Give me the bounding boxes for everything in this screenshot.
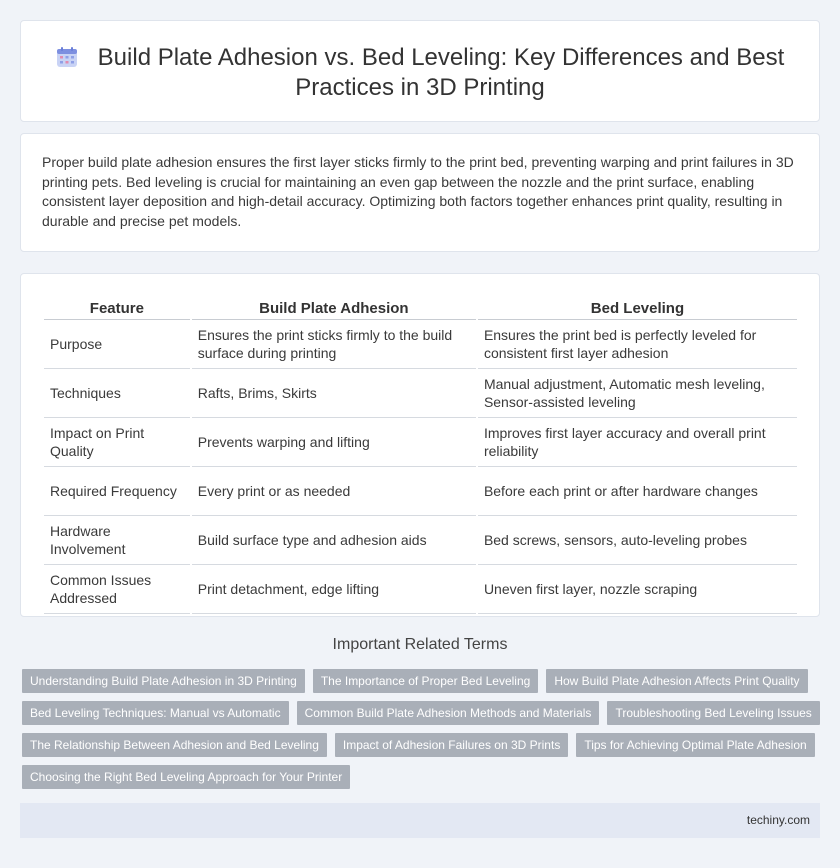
column-header-feature: Feature [44, 295, 190, 320]
related-term-link[interactable]: Bed Leveling Techniques: Manual vs Automatic [22, 701, 289, 725]
leveling-cell: Ensures the print bed is perfectly leveled for consistent first layer adhesion [478, 320, 797, 369]
related-term-link[interactable]: Impact of Adhesion Failures on 3D Prints [335, 733, 568, 757]
related-term-link[interactable]: Understanding Build Plate Adhesion in 3D Printing [22, 669, 305, 693]
table-row [44, 565, 797, 614]
leveling-cell: Improves first layer accuracy and overall print reliability [478, 418, 797, 467]
leveling-cell: Manual adjustment, Automatic mesh leveling, Sensor-assisted leveling [478, 369, 797, 418]
leveling-cell: Uneven first layer, nozzle scraping [478, 565, 797, 614]
adhesion-cell: Prevents warping and lifting [192, 418, 476, 467]
related-term-link[interactable]: Choosing the Right Bed Leveling Approach for Your Printer [22, 765, 350, 789]
feature-cell: Required Frequency [44, 467, 190, 516]
related-terms-heading: Important Related Terms [332, 636, 508, 653]
comparison-table [42, 295, 799, 614]
intro-paragraph: Proper build plate adhesion ensures the first layer sticks firmly to the print bed, preventing warping and print failures in 3D printing pets. Bed leveling is crucial for maintaining an even gap between the nozzle and the print surface, enabling consistent layer deposition and high-detail accuracy. Optimizing both factors together enhances print quality, resulting in durable and precise pet models. [42, 154, 794, 229]
related-term-link[interactable]: The Relationship Between Adhesion and Bed Leveling [22, 733, 327, 757]
table-row [44, 516, 797, 565]
related-terms-list [22, 669, 822, 797]
feature-cell: Impact on Print Quality [44, 418, 190, 467]
table-row [44, 320, 797, 369]
comparison-table-card [20, 273, 820, 617]
table-row [44, 418, 797, 467]
adhesion-cell: Build surface type and adhesion aids [192, 516, 476, 565]
related-term-link[interactable]: Tips for Achieving Optimal Plate Adhesion [576, 733, 814, 757]
related-term-link[interactable]: Common Build Plate Adhesion Methods and Materials [297, 701, 600, 725]
feature-cell: Hardware Involvement [44, 516, 190, 565]
footer-bar [20, 803, 820, 838]
page-title-row [21, 43, 819, 103]
column-header-build-plate-adhesion: Build Plate Adhesion [192, 295, 476, 320]
related-term-link[interactable]: How Build Plate Adhesion Affects Print Quality [546, 669, 807, 693]
adhesion-cell: Print detachment, edge lifting [192, 565, 476, 614]
feature-cell: Purpose [44, 320, 190, 369]
adhesion-cell: Rafts, Brims, Skirts [192, 369, 476, 418]
feature-cell: Common Issues Addressed [44, 565, 190, 614]
calendar-icon [56, 46, 78, 68]
table-row [44, 369, 797, 418]
page-title: Build Plate Adhesion vs. Bed Leveling: Key Differences and Best Practices in 3D Printing [97, 44, 785, 101]
table-row [44, 467, 797, 516]
adhesion-cell: Every print or as needed [192, 467, 476, 516]
header-card [20, 20, 820, 122]
related-term-link[interactable]: The Importance of Proper Bed Leveling [313, 669, 538, 693]
table-header-row [44, 295, 797, 320]
footer-site-name[interactable]: techiny.com [746, 813, 810, 827]
leveling-cell: Bed screws, sensors, auto-leveling probes [478, 516, 797, 565]
feature-cell: Techniques [44, 369, 190, 418]
related-term-link[interactable]: Troubleshooting Bed Leveling Issues [607, 701, 819, 725]
intro-card [20, 133, 820, 252]
leveling-cell: Before each print or after hardware changes [478, 467, 797, 516]
column-header-bed-leveling: Bed Leveling [478, 295, 797, 320]
adhesion-cell: Ensures the print sticks firmly to the build surface during printing [192, 320, 476, 369]
